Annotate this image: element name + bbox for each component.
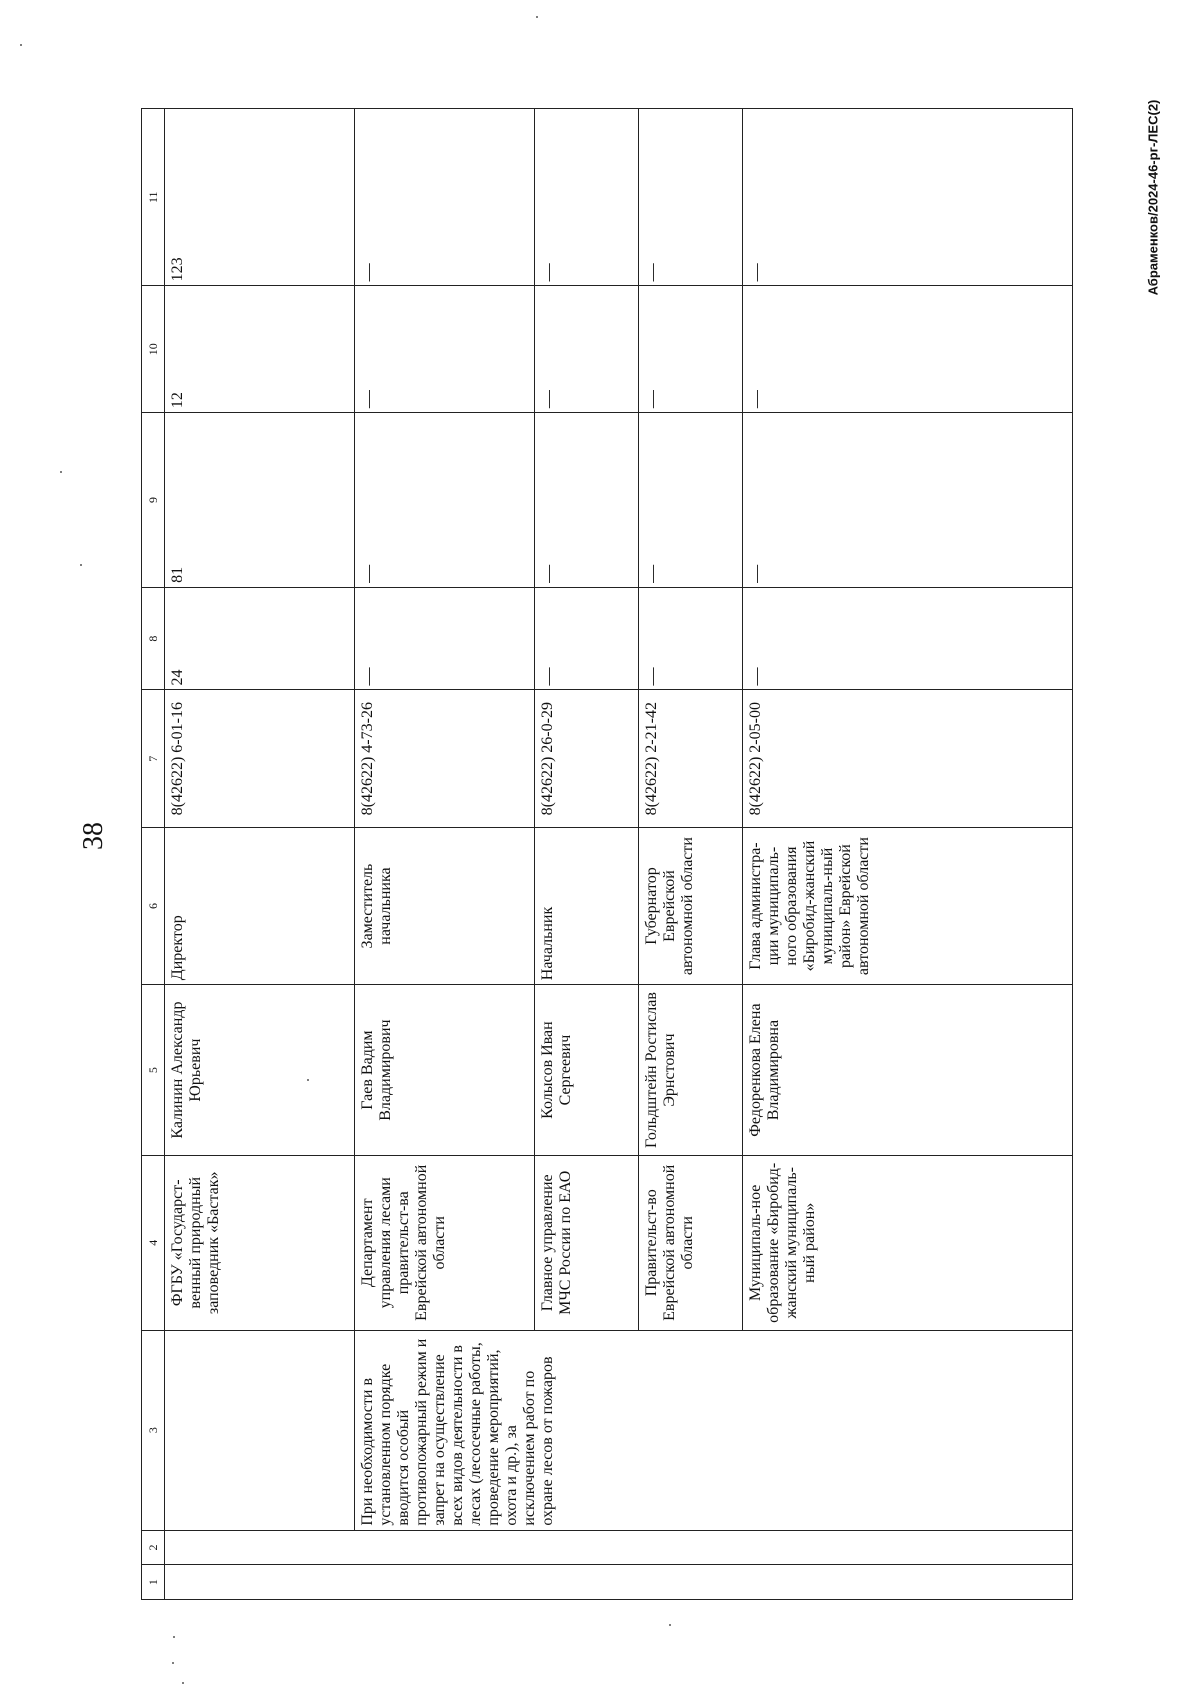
cell-col10: — (535, 286, 639, 413)
scan-speck (669, 1624, 671, 1626)
cell-col11: — (355, 109, 535, 286)
column-number: 8 (142, 587, 165, 690)
column-number: 2 (142, 1530, 165, 1565)
scan-speck (172, 1662, 174, 1664)
cell-col3-empty (165, 1330, 355, 1530)
column-number: 5 (142, 985, 165, 1156)
cell-col10: — (743, 286, 1073, 413)
cell-position: Начальник (535, 827, 639, 984)
column-number: 1 (142, 1565, 165, 1600)
scan-speck (173, 1636, 175, 1638)
column-number: 9 (142, 413, 165, 588)
cell-measures-text: При необходимости в установленном порядке вводится особый противопожарный режим и запрет на осуществление всех видов деятельности в лесах (лесосечные работы, проведение мероприятий, охота и др.), за исключением работ по охране лесов от пожаров (355, 1330, 1073, 1530)
scan-speck (80, 564, 82, 566)
cell-phone: 8(42622) 4-73-26 (355, 690, 535, 827)
column-number: 6 (142, 827, 165, 984)
table-row (165, 109, 355, 1600)
cell-organization: ФГБУ «Государст-венный природный заповедник «Бастак» (165, 1155, 355, 1330)
cell-col10: — (639, 286, 743, 413)
cell-col8: 24 (165, 587, 355, 690)
cell-person: Калинин Александр Юрьевич (165, 985, 355, 1156)
scan-speck (182, 1682, 184, 1684)
column-number: 4 (142, 1155, 165, 1330)
cell-col9: — (639, 413, 743, 588)
cell-col9: — (535, 413, 639, 588)
cell-col8: — (355, 587, 535, 690)
rotated-table-container (141, 108, 1053, 1600)
cell-position: Глава администра-ции муниципаль-ного образования «Биробид-жанский муниципаль-ный район» Еврейской автономной области (743, 827, 1073, 984)
cell-col10: — (355, 286, 535, 413)
cell-col8: — (535, 587, 639, 690)
cell-phone: 8(42622) 6-01-16 (165, 690, 355, 827)
column-number: 7 (142, 690, 165, 827)
cell-organization: Правительст-во Еврейской автономной области (639, 1155, 743, 1330)
cell-person: Гольдштейн Ростислав Эрнстович (639, 985, 743, 1156)
cell-phone: 8(42622) 2-05-00 (743, 690, 1073, 827)
column-number-row (142, 109, 165, 1600)
cell-organization: Муниципаль-ное образование «Биробид-жанский муниципаль-ный район» (743, 1155, 1073, 1330)
scan-speck (307, 1079, 309, 1081)
page-number: 38 (78, 822, 109, 850)
cell-col10: 12 (165, 286, 355, 413)
document-table (141, 108, 1073, 1600)
cell-person: Гаев Вадим Владимирович (355, 985, 535, 1156)
column-number: 11 (142, 109, 165, 286)
scan-speck (60, 471, 62, 473)
cell-person: Федоренкова Елена Владимировна (743, 985, 1073, 1156)
cell-position: Директор (165, 827, 355, 984)
cell-col8: — (639, 587, 743, 690)
cell-phone: 8(42622) 2-21-42 (639, 690, 743, 827)
column-number: 3 (142, 1330, 165, 1530)
cell-position: Заместитель начальника (355, 827, 535, 984)
column-number: 10 (142, 286, 165, 413)
cell-col9: 81 (165, 413, 355, 588)
cell-col1 (165, 1565, 1073, 1600)
scan-speck (20, 44, 22, 46)
cell-col11: — (743, 109, 1073, 286)
cell-person: Колысов Иван Сергеевич (535, 985, 639, 1156)
cell-col9: — (355, 413, 535, 588)
cell-organization: Департамент управления лесами правительст-ва Еврейской автономной области (355, 1155, 535, 1330)
cell-col11: — (535, 109, 639, 286)
cell-col2 (165, 1530, 1073, 1565)
cell-col11: 123 (165, 109, 355, 286)
cell-col11: — (639, 109, 743, 286)
scan-speck (536, 16, 538, 18)
cell-col9: — (743, 413, 1073, 588)
document-reference: Абраменков/2024-46-рг-ЛЕС(2) (1145, 99, 1161, 296)
cell-position: Губернатор Еврейской автономной области (639, 827, 743, 984)
cell-col8: — (743, 587, 1073, 690)
cell-phone: 8(42622) 26-0-29 (535, 690, 639, 827)
cell-organization: Главное управление МЧС России по ЕАО (535, 1155, 639, 1330)
table-row (355, 109, 535, 1600)
